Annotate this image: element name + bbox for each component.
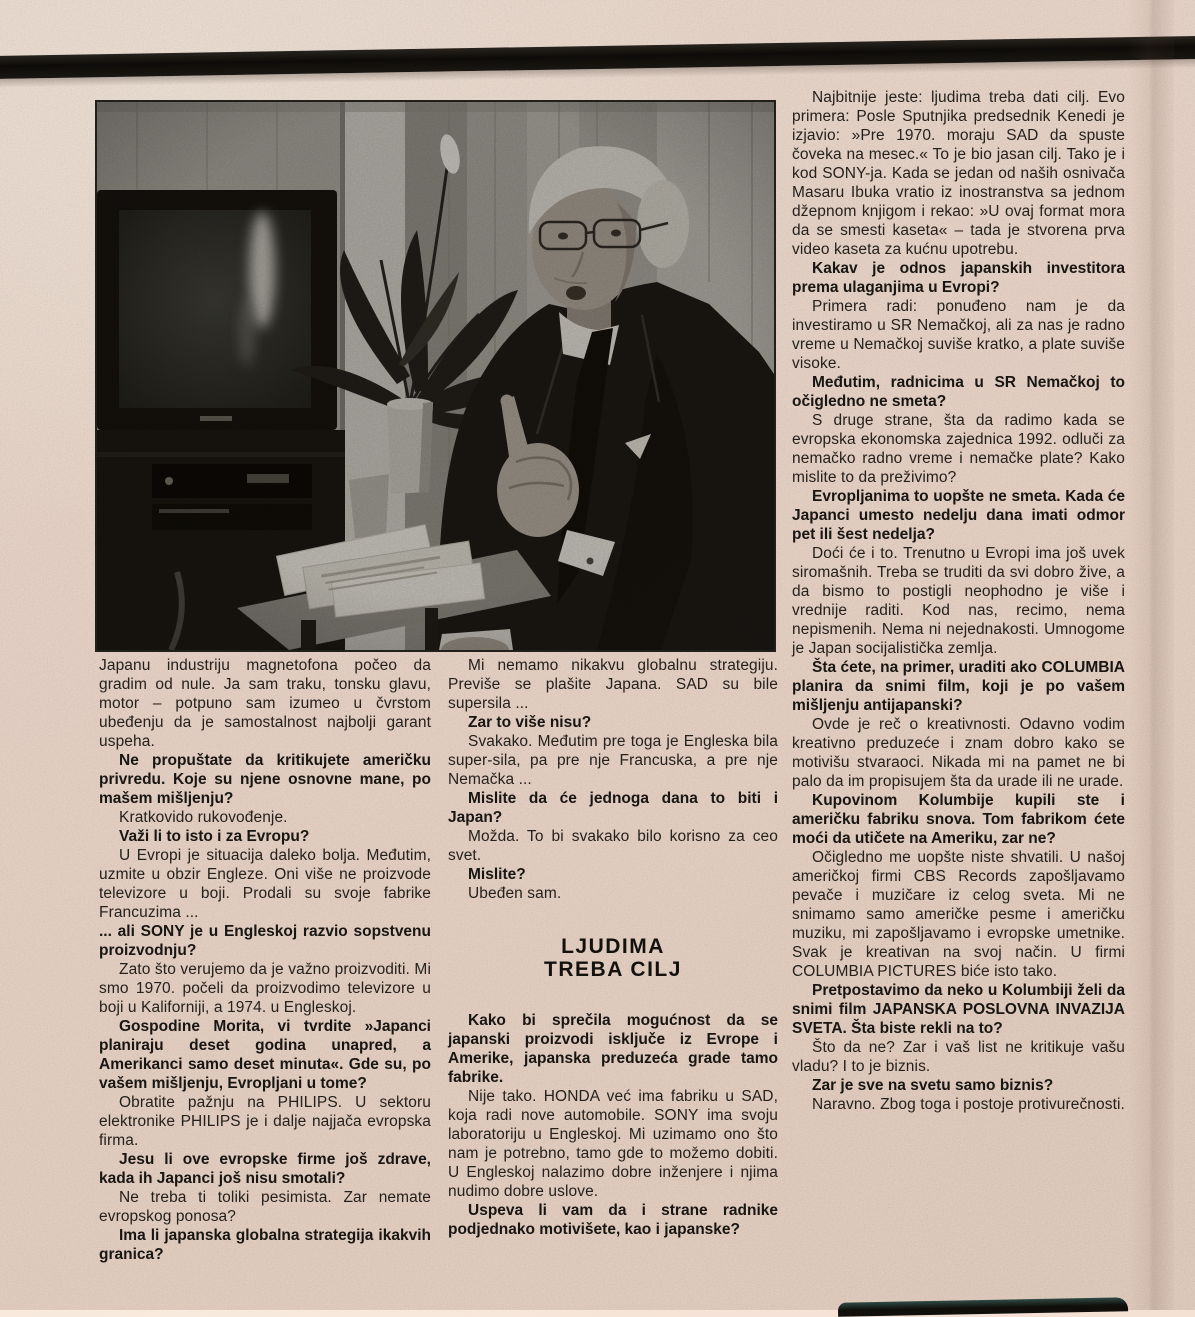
interview-answer: Nije tako. HONDA već ima fabriku u SAD, koja radi nove automobile. SONY ima svoju laboratoriju u Engleskoj. Mi uzimamo ono što nam je potrebno, tamo gde to možemo dobiti. U Engleskoj nalazimo dobre inženjere i njima nudimo dobre uslove. [448, 1088, 778, 1200]
interview-answer: Primera radi: ponuđeno nam je da investiramo u SR Nemačkoj, ali za nas je radno vreme u Nemačkoj suviše kratko, a plate suviše visoke. [792, 298, 1125, 372]
interview-question: Mislite da će jednoga dana to biti i Japan? [448, 790, 778, 826]
page-edge-mark [838, 1297, 1128, 1317]
interview-answer: Možda. To bi svakako bilo korisno za ceo svet. [448, 828, 778, 864]
interview-answer: Doći će i to. Trenutno u Evropi ima još uvek siromašnih. Treba se truditi da svi dobro žive, a da bismo to postigli neophodno je više i vrednije raditi. Kod nas, recimo, nema nepismenih. Nema ni nejednakosti. Umnogome je Japan socijalistička zemlja. [792, 545, 1125, 657]
interview-question: Uspeva li vam da i strane radnike podjednako motivišete, kao i japanske? [448, 1202, 778, 1238]
top-rule [0, 36, 1195, 79]
paper-crease [1128, 0, 1174, 1310]
interview-answer: Svakako. Međutim pre toga je Engleska bila super-sila, pa pre nje Francuska, a pre nje Nemačka ... [448, 733, 778, 788]
interview-answer: Naravno. Zbog toga i postoje protivurečnosti. [812, 1096, 1125, 1113]
interview-answer: U Evropi je situacija daleko bolja. Međutim, uzmite u obzir Engleze. Oni više ne proizvode televizore u boji. Prodali su svoje fabrike Francuzima ... [99, 847, 431, 921]
interview-question: Pretpostavimo da neko u Kolumbiji želi da snimi film JAPANSKA POSLOVNA INVAZIJA SVETA. Šta biste rekli na to? [792, 982, 1125, 1037]
interview-question: Važi li to isto i za Evropu? [119, 828, 310, 845]
interview-question: Međutim, radnicima u SR Nemačkoj to očigledno ne smeta? [792, 374, 1125, 410]
interview-question: Kupovinom Kolumbije kupili ste i američku fabriku snova. Tom fabrikom ćete moći da utičete na Ameriku, zar ne? [792, 792, 1125, 847]
interview-answer: Što da ne? Zar i vaš list ne kritikuje vašu vladu? I to je biznis. [792, 1039, 1125, 1075]
interview-answer: Ubeđen sam. [468, 885, 562, 902]
interview-question: Gospodine Morita, vi tvrdite »Japanci planiraju deset godina unapred, a Amerikanci samo deset minuta«. Gde su, po vašem mišljenju, Evropljani u tome? [99, 1018, 431, 1092]
column-middle [448, 656, 778, 1239]
interview-question: Mislite? [468, 866, 526, 883]
section-heading-line1: LJUDIMA [561, 935, 665, 958]
interview-answer: Ovde je reč o kreativnosti. Odavno vodim kreativno preduzeće i znam dobro kako se motivišu stvaraoci. Nikada mi na pamet ne bi palo da im propisujem šta da urade ili ne urade. [792, 716, 1125, 790]
interview-answer: Obratite pažnju na PHILIPS. U sektoru elektronike PHILIPS je i dalje najjača evropska firma. [99, 1094, 431, 1149]
interview-question: Evropljanima to uopšte ne smeta. Kada će Japanci umesto nedelju dana imati odmor pet ili šest nedelja? [792, 488, 1125, 543]
interview-answer: Kratkovido rukovođenje. [119, 809, 288, 826]
interview-question: Šta ćete, na primer, uraditi ako COLUMBIA planira da snimi film, koji je po vašem mišljenju antijapanski? [792, 659, 1125, 714]
interview-answer: Ne treba ti toliki pesimista. Zar nemate evropskog ponosa? [99, 1189, 431, 1225]
interview-answer: Zato što verujemo da je važno proizvoditi. Mi smo 1970. počeli da proizvodimo televizore u boji u Kaliforniji, a 1974. u Engleskoj. [99, 961, 431, 1016]
interview-answer: S druge strane, šta da radimo kada se evropska ekonomska zajednica 1992. odluči za nemačko radno vreme i nemačke plate? Kako mislite to da preživimo? [792, 412, 1125, 486]
interview-question: ... ali SONY je u Engleskoj razvio sopstvenu proizvodnju? [99, 923, 431, 959]
interview-answer: Japanu industriju magnetofona počeo da gradim od nule. Ja sam traku, tonsku glavu, motor – potpuno sam izumeo u čvrstom ubeđenju da je samostalnost najbolji garant uspeha. [99, 657, 431, 750]
column-right [792, 88, 1125, 1114]
column-left [99, 656, 431, 1264]
interview-photo [95, 100, 776, 652]
interview-question: Ne propuštate da kritikujete američku privredu. Koje su njene osnovne mane, po mašem mišljenju? [99, 752, 431, 807]
photo-scene [97, 102, 774, 650]
interview-question: Kakav je odnos japanskih investitora prema ulaganjima u Evropi? [792, 260, 1125, 296]
interview-question: Jesu li ove evropske firme još zdrave, kada ih Japanci još nisu smotali? [99, 1151, 431, 1187]
interview-answer: Najbitnije jeste: ljudima treba dati cilj. Evo primera: Posle Sputnjika predsednik Kenedi je izjavio: »Pre 1970. moraju SAD da spuste čoveka na mesec.« To je bio jasan cilj. Tako je i kod SONY-ja. Kada se jedan od naših osnivača Masaru Ibuka vratio iz inostranstva sa jednom džepnom knjigom i rekao: »U ovaj format mora da se smesti kaseta« – tada je stvorena prva video kaseta za kućnu upotrebu. [792, 89, 1125, 258]
interview-question: Zar je sve na svetu samo biznis? [812, 1077, 1054, 1094]
interview-question: Zar to više nisu? [468, 714, 592, 731]
interview-question: Ima li japanska globalna strategija ikakvih granica? [99, 1227, 431, 1263]
interview-answer: Mi nemamo nikakvu globalnu strategiju. Previše se plašite Japana. SAD su bile supersila ... [448, 657, 778, 712]
section-heading [448, 935, 778, 981]
interview-question: Kako bi sprečila mogućnost da se japanski proizvodi isključe iz Evrope i Amerike, japanska preduzeća grade tamo fabrike. [448, 1012, 778, 1086]
section-heading-line2: TREBA CILJ [544, 958, 682, 981]
interview-answer: Očigledno me uopšte niste shvatili. U našoj američkoj firmi CBS Records zapošljavamo pevače i muzičare iz celog sveta. Mi ne snimamo samo američke pesme i američku muziku, mi zapošljavamo i evropske umetnike. Svak je kreativan na svoj način. U firmi COLUMBIA PICTURES biće isto tako. [792, 849, 1125, 980]
